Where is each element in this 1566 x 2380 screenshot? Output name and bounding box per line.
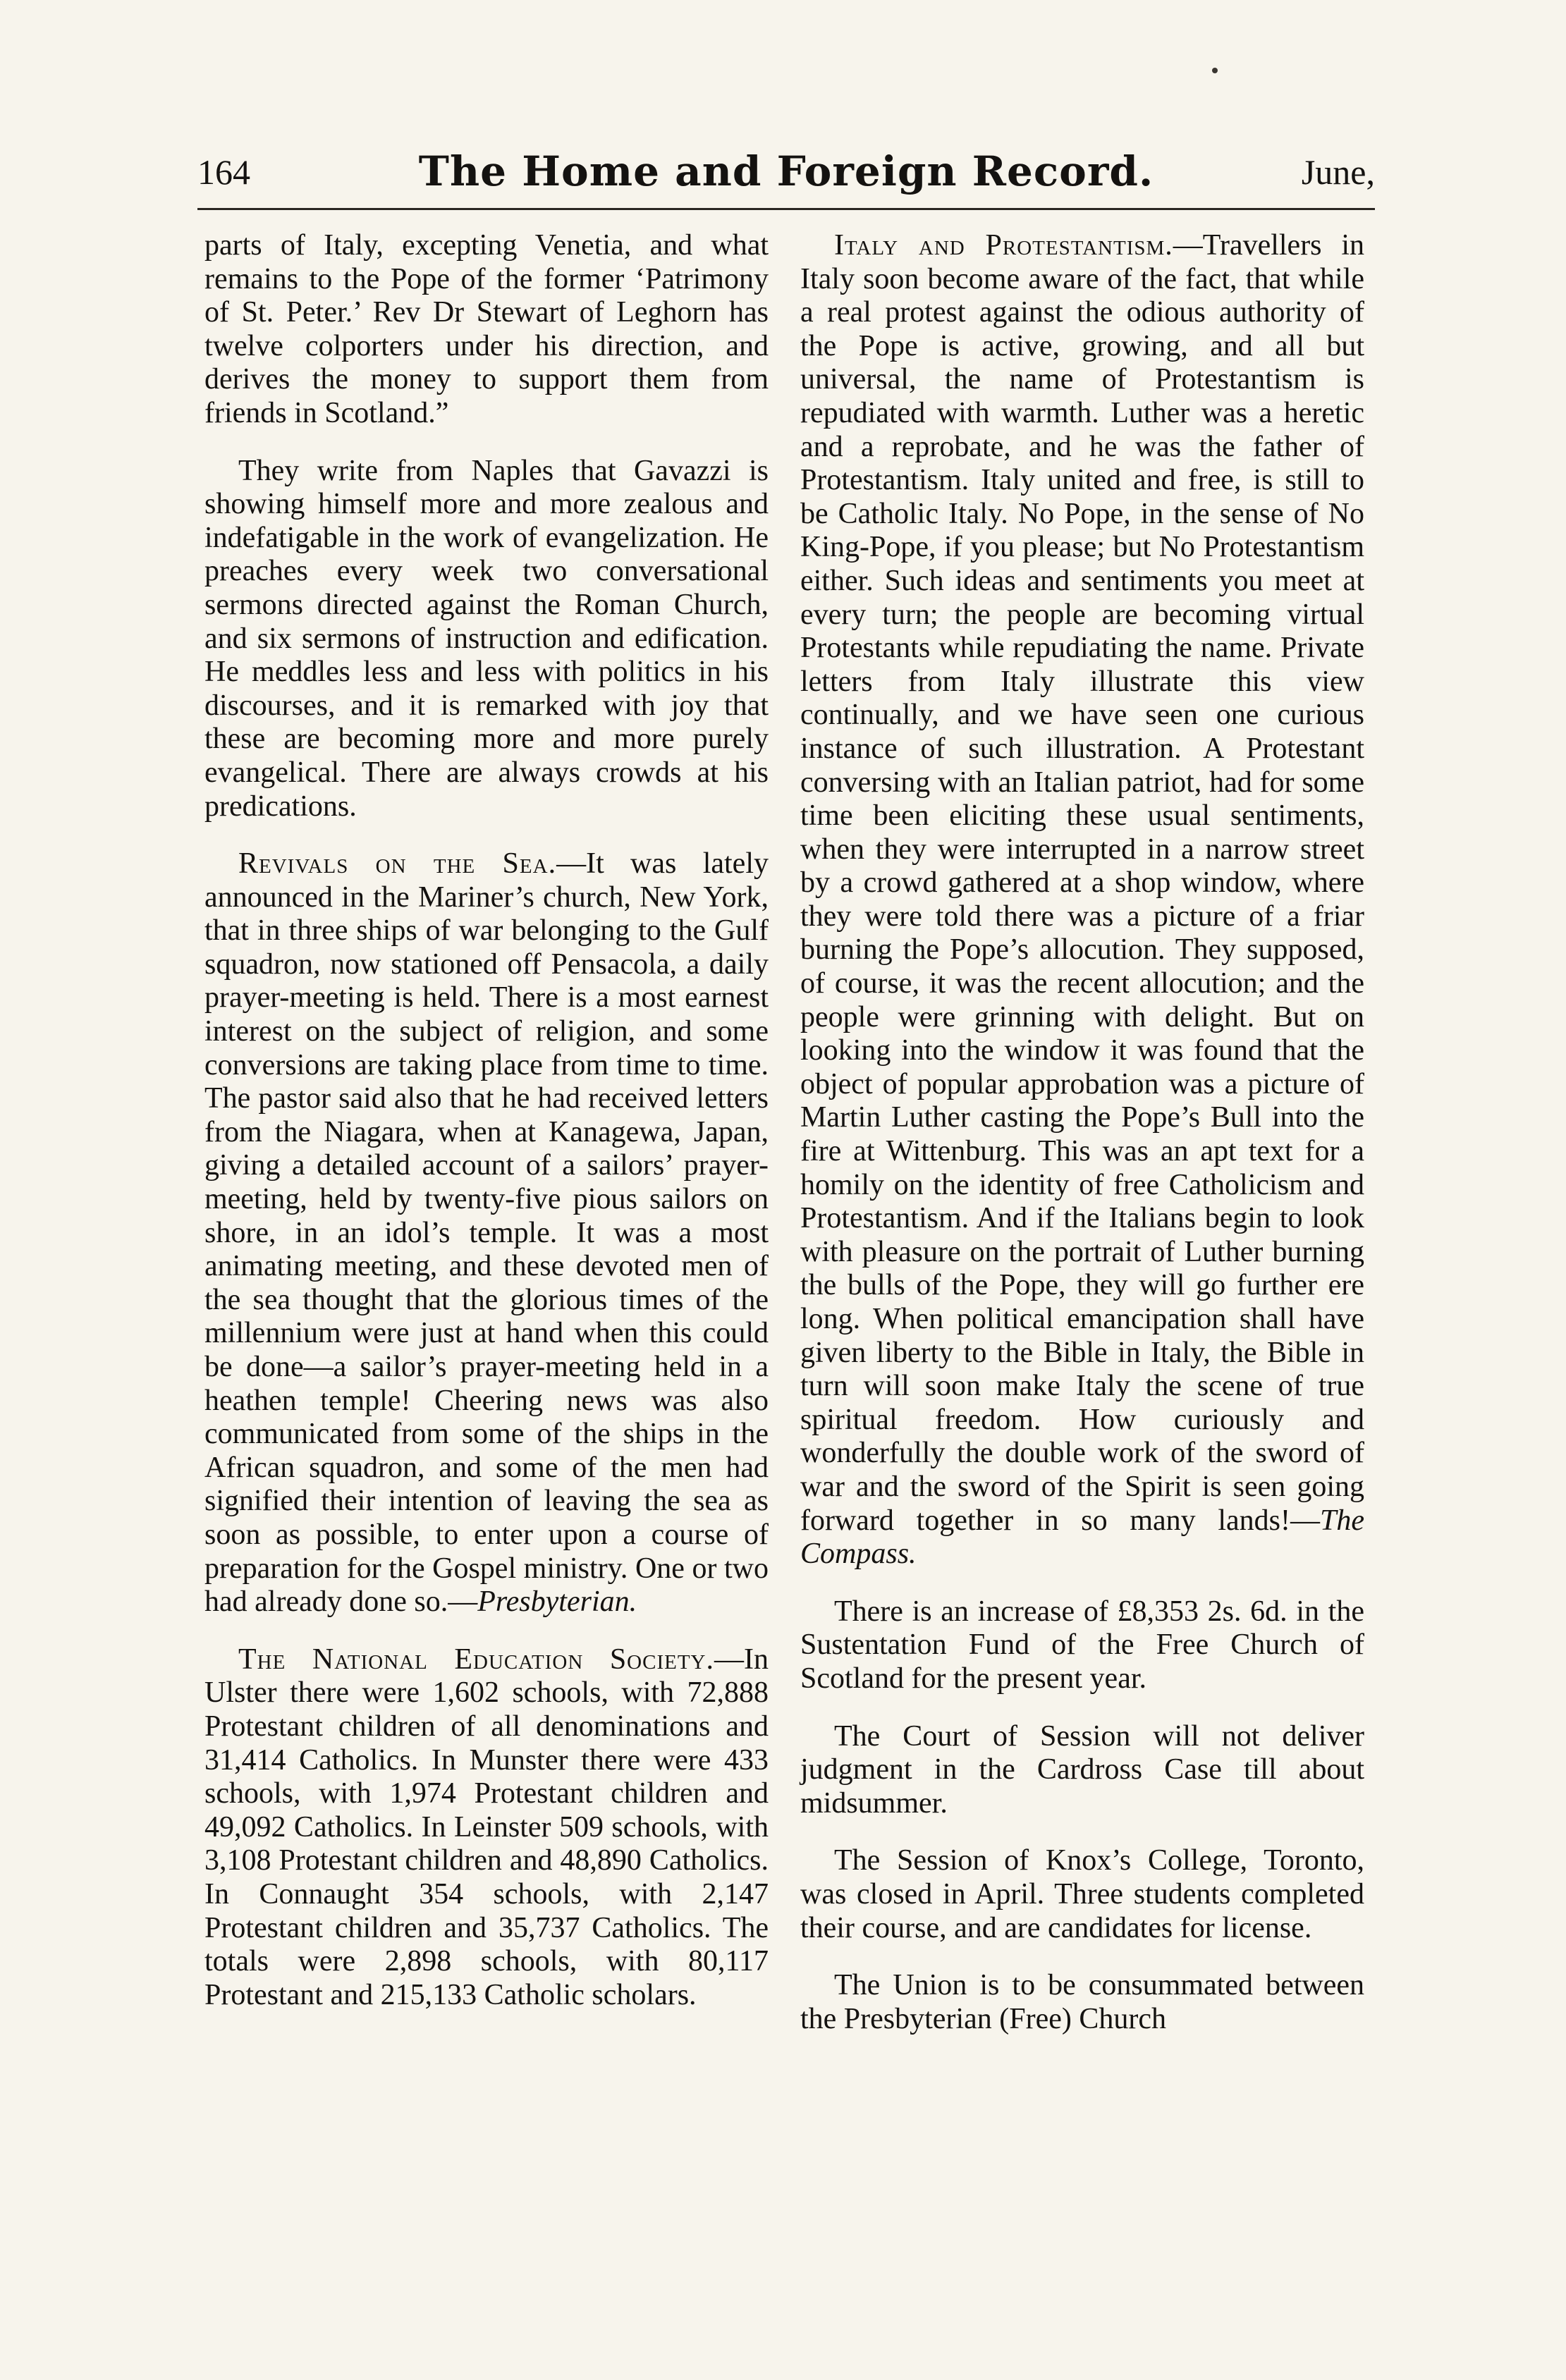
right-column xyxy=(800,229,1364,2036)
header-rule xyxy=(197,208,1375,210)
paragraph-education-society xyxy=(204,1643,769,2013)
education-body: —In Ulster there were 1,602 schools, with 72,888 Protestant children of all denominations and 31,414 Catholics. In Munster there were 433 schools, with 1,974 Protestant children and 49,092 Catholics. In Leinster 509 schools, with 3,108 Protestant children and 48,890 Catholics. In Connaught 354 schools, with 2,147 Protestant children and 35,737 Catholics. The totals were 2,898 schools, with 80,117 Protestant and 215,133 Catholic scholars. xyxy=(204,1643,769,2011)
revivals-source: Presbyterian. xyxy=(477,1585,637,1619)
paragraph-knox-college: The Session of Knox’s College, Toronto, was closed in April. Three students completed their course, and are candidates for license. xyxy=(800,1844,1364,1944)
paragraph-italy-continued: parts of Italy, excepting Venetia, and what remains to the Pope of the former ‘Patrimony of St. Peter.’ Rev Dr Stewart of Leghorn has twelve colporters under his direction, and derives the money to support them from friends in Scotland.” xyxy=(204,229,769,429)
stray-ink-mark xyxy=(1212,68,1218,73)
italy-body: —Travellers in Italy soon become aware of the fact, that while a real protest against the odious authority of the Pope is active, growing, and all but universal, the name of Protestantism is repudiated with warmth. Luther was a heretic and a reprobate, and he was the father of Protestantism. Italy united and free, is still to be Catholic Italy. No Pope, in the sense of No King-Pope, if you please; but No Protestantism either. Such ideas and sentiments you meet at every turn; the people are becoming virtual Protestants while repudiating the name. Private letters from Italy illustrate this view continually, and we have seen one curious instance of such illustration. A Protestant conversing with an Italian patriot, had for some time been eliciting these usual sentiments, when they were interrupted in a narrow street by a crowd gathered at a shop window, where they were told there was a picture of a friar burning the Pope’s allocution. They supposed, of course, it was the recent allocution; and the people were grinning with delight. But on looking into the window it was found that the object of popular approbation was a picture of Martin Luther casting the Pope’s Bull into the fire at Wittenburg. This was an apt text for a homily on the identity of free Catholicism and Protestantism. And if the Italians begin to look with pleasure on the portrait of Luther burning the bulls of the Pope, they will go further ere long. When political emancipation shall have given liberty to the Bible in Italy, the Bible in turn will soon make Italy the scene of true spiritual freedom. How curiously and wonderfully the double work of the sword of war and the sword of the Spirit is seen going forward together in so many lands!— xyxy=(800,229,1364,1537)
revivals-body: —It was lately announced in the Mariner’s church, New York, that in three ships of war belonging to the Gulf squadron, now stationed off Pensacola, a daily prayer-meeting is held. There is a most earnest interest on the subject of religion, and some conversions are taking place from time to time. The pastor said also that he had received letters from the Niagara, when at Kanagewa, Japan, giving a detailed account of a sailors’ prayer-meeting, held by twenty-five pious sailors on shore, in an idol’s temple. It was a most animating meeting, and these devoted men of the sea thought that the glorious times of the millennium were just at hand when this could be done—a sailor’s prayer-meeting held in a heathen temple! Cheering news was also communicated from some of the ships in the African squadron, and some of the men had signified their intention of leaving the sea as soon as possible, to enter upon a course of preparation for the Gospel ministry. One or two had already done so.— xyxy=(204,847,769,1619)
running-month: June, xyxy=(1301,152,1375,192)
running-title: The Home and Foreign Record. xyxy=(418,147,1154,195)
heading-education-society: The National Education Society. xyxy=(238,1643,714,1676)
paragraph-gavazzi: They write from Naples that Gavazzi is showing himself more and more zealous and indefatigable in the work of evangelization. He preaches every week two conversational sermons directed against the Roman Church, and six sermons of instruction and edification. He meddles less and less with politics in his discourses, and it is remarked with joy that these are becoming more and more purely evangelical. There are always crowds at his predications. xyxy=(204,454,769,823)
paragraph-union: The Union is to be consummated between the Presbyterian (Free) Church xyxy=(800,1969,1364,2035)
heading-revivals: Revivals on the Sea. xyxy=(238,847,557,881)
paragraph-revivals xyxy=(204,847,769,1619)
paragraph-italy-protestantism xyxy=(800,229,1364,1571)
left-column xyxy=(204,229,769,2012)
heading-italy-protestantism: Italy and Protestantism. xyxy=(834,229,1173,262)
paragraph-sustentation-fund: There is an increase of £8,353 2s. 6d. in the Sustentation Fund of the Free Church of Scotland for the present year. xyxy=(800,1595,1364,1695)
italy-source: The Compass. xyxy=(800,1504,1364,1571)
page-number: 164 xyxy=(197,152,250,192)
page-header xyxy=(197,147,1375,201)
paragraph-court-of-session: The Court of Session will not deliver judgment in the Cardross Case till about midsummer. xyxy=(800,1719,1364,1820)
